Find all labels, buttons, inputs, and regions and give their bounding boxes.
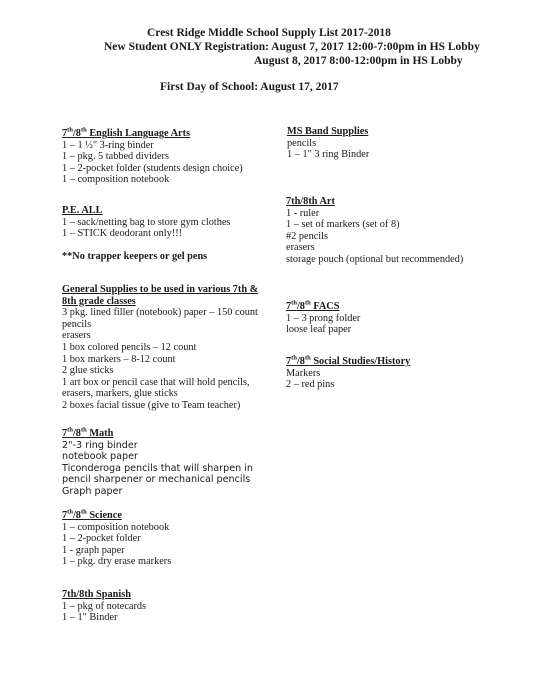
science-title: 7th/8th Science bbox=[62, 508, 122, 521]
general-section bbox=[62, 284, 262, 412]
social-studies-title: 7th/8th Social Studies/History bbox=[286, 354, 411, 367]
list-item: loose leaf paper bbox=[286, 324, 352, 336]
list-item: pencils bbox=[287, 137, 317, 149]
ela-title: 7th/8th English Language Arts bbox=[62, 126, 191, 139]
list-item: 2"-3 ring binder bbox=[62, 439, 138, 451]
list-item: 1 – 3 prong folder bbox=[286, 312, 361, 324]
list-item: 1 – pkg of notecards bbox=[62, 600, 147, 612]
band-section bbox=[287, 126, 487, 161]
list-item: Markers bbox=[286, 367, 321, 379]
math-section bbox=[62, 428, 262, 498]
first-day-line: First Day of School: August 17, 2017 bbox=[160, 81, 339, 93]
general-title: General Supplies to be used in various 7th & 8th grade classes bbox=[62, 284, 259, 307]
list-item: 1 – pkg. dry erase markers bbox=[62, 556, 172, 568]
list-item: 1 – 1" Binder bbox=[62, 612, 118, 624]
facs-section bbox=[286, 301, 486, 336]
math-title: 7th/8th Math bbox=[62, 426, 114, 439]
list-item: 2 glue sticks bbox=[62, 365, 114, 377]
pe-title: P.E. ALL bbox=[62, 205, 103, 216]
ela-section bbox=[62, 128, 282, 186]
list-item: Graph paper bbox=[62, 485, 123, 497]
list-item: notebook paper bbox=[62, 451, 138, 463]
list-item: 1 – set of markers (set of 8) bbox=[286, 219, 400, 231]
list-item: #2 pencils bbox=[286, 230, 329, 242]
spanish-section bbox=[62, 589, 262, 624]
list-item: 1 – 2-pocket folder bbox=[62, 533, 141, 545]
list-item: 1 – STICK deodorant only!!! bbox=[62, 228, 183, 240]
list-item: 3 pkg. lined filler (notebook) paper – 150 count bbox=[62, 307, 258, 319]
list-item: 2 – red pins bbox=[286, 379, 335, 391]
list-item: 1 – pkg. 5 tabbed dividers bbox=[62, 151, 169, 163]
science-section bbox=[62, 510, 262, 568]
pe-section bbox=[62, 205, 282, 240]
art-section bbox=[286, 196, 506, 266]
list-item: 1 - ruler bbox=[286, 207, 320, 219]
pe-note: **No trapper keepers or gel pens bbox=[62, 251, 208, 262]
list-item: 1 box colored pencils – 12 count bbox=[62, 341, 197, 353]
list-item: 1 - graph paper bbox=[62, 544, 125, 556]
social-studies-section bbox=[286, 356, 506, 391]
facs-title: 7th/8th FACS bbox=[286, 299, 340, 312]
list-item: 1 – 1 ½" 3-ring binder bbox=[62, 139, 154, 151]
list-item: 1 – 1" 3 ring Binder bbox=[287, 149, 370, 161]
list-item: erasers bbox=[62, 330, 91, 342]
list-item: 1 – sack/netting bag to store gym clothes bbox=[62, 216, 231, 228]
registration-line: New Student ONLY Registration: August 7, 2017 12:00-7:00pm in HS Lobby bbox=[104, 41, 480, 53]
registration-line-2: August 8, 2017 8:00-12:00pm in HS Lobby bbox=[254, 55, 463, 67]
list-item: erasers bbox=[286, 242, 315, 254]
list-item: Ticonderoga pencils that will sharpen in pencil sharpener or mechanical pencils bbox=[62, 462, 253, 486]
list-item: 1 art box or pencil case that will hold pencils, erasers, markers, glue sticks bbox=[62, 376, 250, 400]
band-title: MS Band Supplies bbox=[287, 126, 369, 137]
list-item: 1 box markers – 8-12 count bbox=[62, 353, 176, 365]
art-title: 7th/8th Art bbox=[286, 196, 335, 207]
document-title: Crest Ridge Middle School Supply List 2017-2018 bbox=[147, 27, 391, 39]
list-item: 2 boxes facial tissue (give to Team teacher) bbox=[62, 399, 241, 411]
spanish-title: 7th/8th Spanish bbox=[62, 589, 131, 600]
list-item: storage pouch (optional but recommended) bbox=[286, 253, 464, 265]
list-item: 1 – composition notebook bbox=[62, 521, 170, 533]
list-item: pencils bbox=[62, 318, 92, 330]
list-item: 1 – composition notebook bbox=[62, 174, 170, 186]
list-item: 1 – 2-pocket folder (students design choice) bbox=[62, 162, 243, 174]
